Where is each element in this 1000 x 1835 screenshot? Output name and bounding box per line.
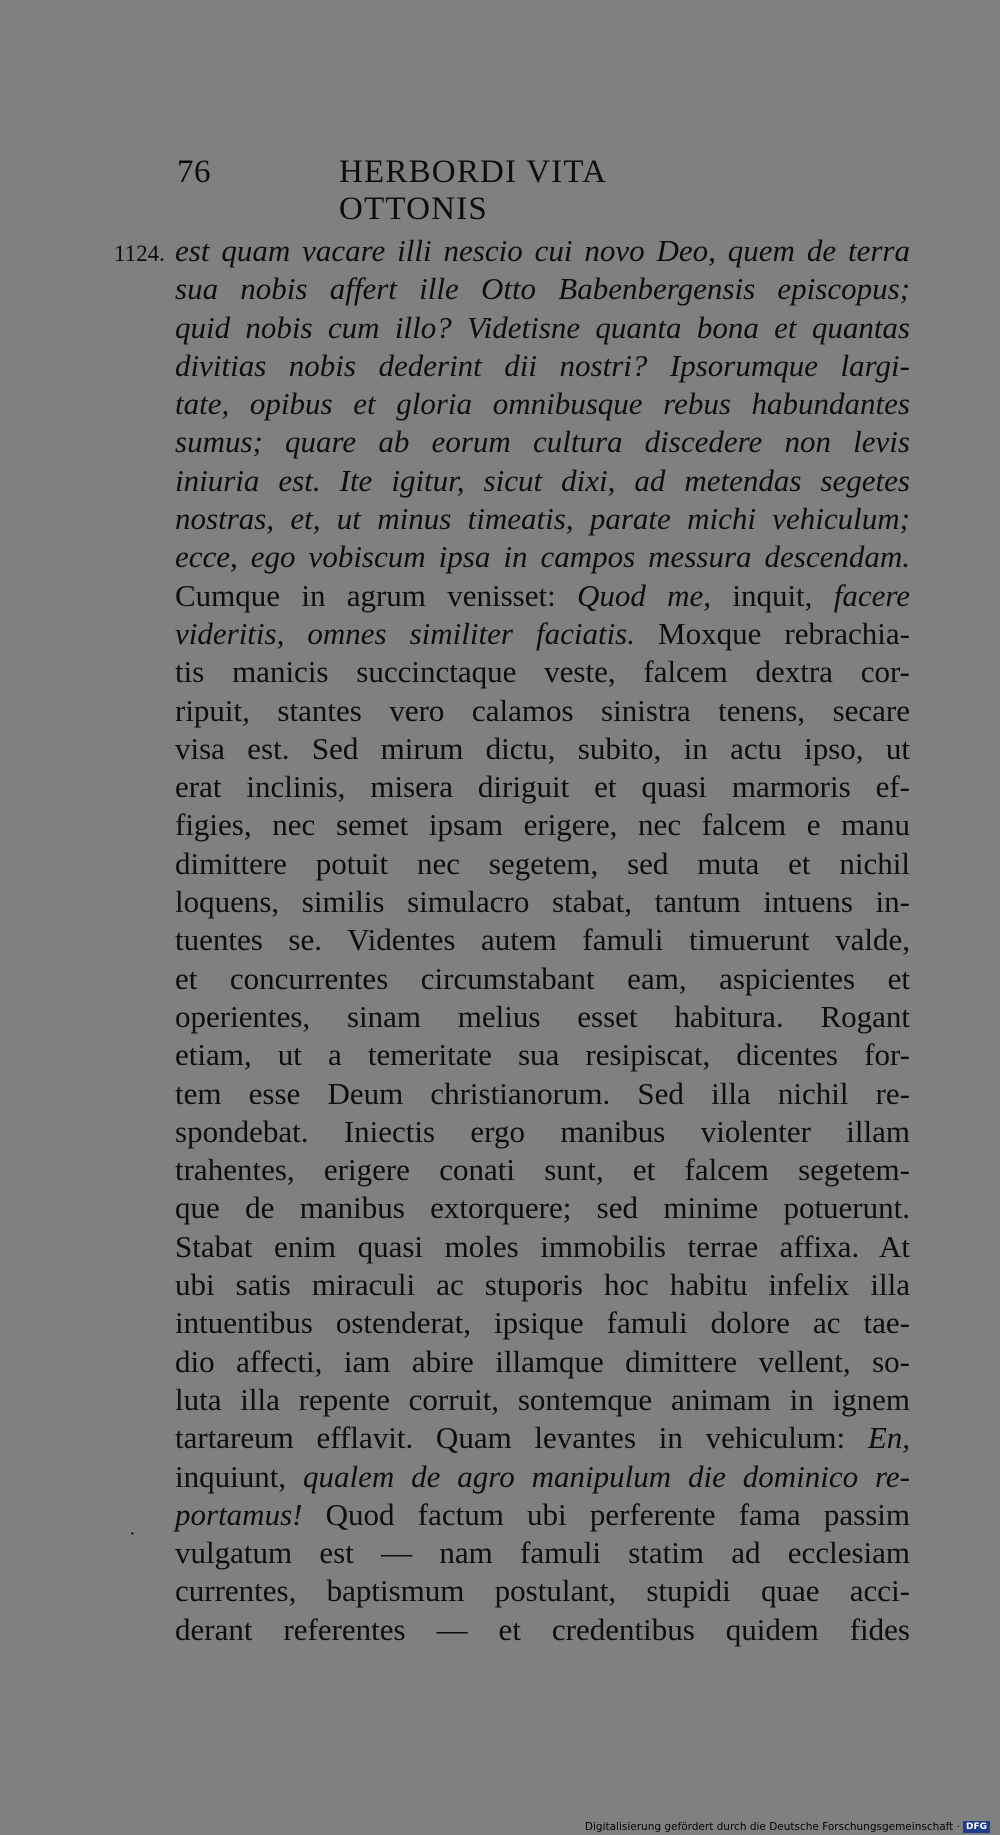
italic-text-segment: divitias nobis dederint dii nostri? Ipsorumque largi- xyxy=(175,347,910,383)
digitization-footer xyxy=(585,1821,990,1833)
text-line xyxy=(175,462,910,500)
italic-text-segment: Quod me, xyxy=(576,577,712,613)
text-line xyxy=(175,423,910,461)
body-text xyxy=(175,232,910,1649)
text-segment: operientes, sinam melius esset habitura. Rogant xyxy=(175,998,910,1034)
text-line xyxy=(175,577,910,615)
italic-text-segment: est quam vacare illi nescio cui novo Deo, quem de terra xyxy=(175,233,910,268)
text-line xyxy=(175,1496,910,1534)
text-segment: Moxque rebrachia- xyxy=(635,615,910,651)
text-line xyxy=(175,730,910,768)
text-line xyxy=(175,1611,910,1649)
text-line xyxy=(175,1151,910,1189)
margin-dot: · xyxy=(129,1523,136,1545)
text-line xyxy=(175,1458,910,1496)
italic-text-segment: tate, opibus et gloria omnibusque rebus habundantes xyxy=(175,386,910,422)
text-segment: ubi satis miraculi ac stuporis hoc habitu infelix illa xyxy=(175,1267,910,1303)
italic-text-segment: iniuria est. Ite igitur, sicut dixi, ad metendas segetes xyxy=(175,462,910,498)
text-line xyxy=(175,232,910,270)
text-line xyxy=(175,1036,910,1074)
text-line xyxy=(175,883,910,921)
text-line xyxy=(175,309,910,347)
italic-text-segment: En, xyxy=(867,1420,910,1456)
dfg-logo: DFG xyxy=(963,1821,990,1833)
text-line xyxy=(175,347,910,385)
text-line xyxy=(175,270,910,308)
text-segment: vulgatum est — nam famuli statim ad ecclesiam xyxy=(175,1535,910,1571)
text-line xyxy=(175,1572,910,1610)
text-line xyxy=(175,1228,910,1266)
text-line xyxy=(175,768,910,806)
text-segment: Stabat enim quasi moles immobilis terrae affixa. At xyxy=(175,1228,910,1264)
text-line xyxy=(175,385,910,423)
italic-text-segment: videritis, omnes similiter faciatis. xyxy=(175,615,635,651)
text-line xyxy=(175,538,910,576)
text-segment: luta illa repente corruit, sontemque animam in ignem xyxy=(175,1381,910,1417)
italic-text-segment: nostras, et, ut minus timeatis, parate michi vehiculum; xyxy=(175,501,910,537)
italic-text-segment: quid nobis cum illo? Videtisne quanta bona et quantas xyxy=(175,309,910,345)
text-line xyxy=(175,1189,910,1227)
italic-text-segment: qualem de agro manipulum die dominico re- xyxy=(302,1458,910,1494)
running-head: HERBORDI VITA OTTONIS xyxy=(339,154,606,227)
text-line xyxy=(175,1113,910,1151)
page-header xyxy=(177,154,749,227)
text-segment: tartareum efflavit. Quam levantes in vehiculum: xyxy=(175,1420,868,1456)
text-segment: tem esse Deum christianorum. Sed illa nichil re- xyxy=(175,1075,910,1111)
text-line xyxy=(175,615,910,653)
text-segment: erat inclinis, misera diriguit et quasi marmoris ef- xyxy=(175,769,910,805)
text-line xyxy=(175,806,910,844)
margin-year: 1124. xyxy=(114,241,165,266)
text-segment: Quod factum ubi perferente fama passim xyxy=(302,1496,910,1532)
text-segment: trahentes, erigere conati sunt, et falcem segetem- xyxy=(175,1152,910,1188)
text-segment: spondebat. Iniectis ergo manibus violenter illam xyxy=(175,1113,910,1149)
text-segment: loquens, similis simulacro stabat, tantum intuens in- xyxy=(175,884,910,920)
text-line xyxy=(175,1419,910,1457)
text-line xyxy=(175,998,910,1036)
footer-text: Digitalisierung gefördert durch die Deutsche Forschungsgemeinschaft · xyxy=(584,1821,960,1833)
page-number: 76 xyxy=(177,154,211,190)
text-segment: tuentes se. Videntes autem famuli timuerunt valde, xyxy=(175,922,910,958)
italic-text-segment: facere xyxy=(833,577,911,613)
text-segment: intuentibus ostenderat, ipsique famuli dolore ac tae- xyxy=(175,1305,910,1341)
italic-text-segment: sumus; quare ab eorum cultura discedere non levis xyxy=(175,424,910,460)
text-segment: currentes, baptismum postulant, stupidi quae acci- xyxy=(175,1573,910,1609)
text-line xyxy=(175,1343,910,1381)
text-line xyxy=(175,692,910,730)
text-line xyxy=(175,960,910,998)
text-segment: etiam, ut a temeritate sua resipiscat, dicentes for- xyxy=(175,1037,910,1073)
text-line xyxy=(175,653,910,691)
text-segment: visa est. Sed mirum dictu, subito, in actu ipso, ut xyxy=(175,730,910,766)
text-segment: derant referentes — et credentibus quidem fides xyxy=(175,1611,910,1647)
italic-text-segment: ecce, ego vobiscum ipsa in campos messura descendam. xyxy=(175,539,910,575)
text-segment: figies, nec semet ipsam erigere, nec falcem e manu xyxy=(175,807,910,843)
text-line xyxy=(175,1075,910,1113)
italic-text-segment: sua nobis affert ille Otto Babenbergensis episcopus; xyxy=(175,271,910,307)
text-segment: et concurrentes circumstabant eam, aspicientes et xyxy=(175,960,910,996)
text-line xyxy=(175,1266,910,1304)
text-segment: inquiunt, xyxy=(175,1458,303,1494)
text-segment: dimittere potuit nec segetem, sed muta et nichil xyxy=(175,845,910,881)
text-segment: dio affecti, iam abire illamque dimittere vellent, so- xyxy=(175,1343,910,1379)
text-segment: Cumque in agrum venisset: xyxy=(175,577,577,613)
italic-text-segment: portamus! xyxy=(175,1496,303,1532)
text-segment: ripuit, stantes vero calamos sinistra tenens, secare xyxy=(175,692,910,728)
text-line xyxy=(175,845,910,883)
text-line xyxy=(175,1304,910,1342)
text-line xyxy=(175,500,910,538)
text-segment: tis manicis succinctaque veste, falcem dextra cor- xyxy=(175,654,910,690)
text-line xyxy=(175,921,910,959)
text-line xyxy=(175,1534,910,1572)
text-line xyxy=(175,1381,910,1419)
text-segment: inquit, xyxy=(711,577,834,613)
text-segment: que de manibus extorquere; sed minime potuerunt. xyxy=(175,1190,910,1226)
